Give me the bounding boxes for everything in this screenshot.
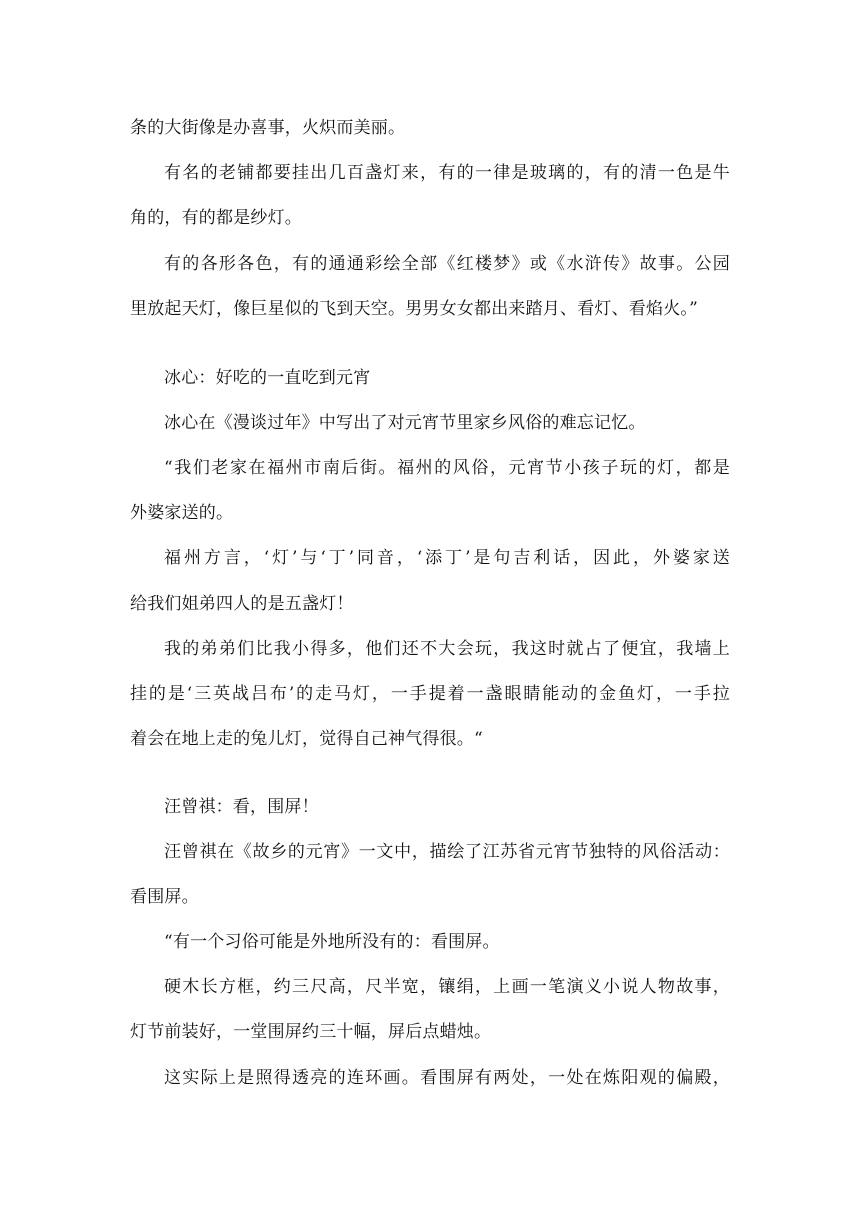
paragraph-line: 有的各形各色，有的通通彩绘全部《红楼梦》或《水浒传》故事。公园 [164,254,730,274]
paragraph-line: “我们老家在福州市南后街。福州的风俗，元宵节小孩子玩的灯，都是 [164,458,730,478]
paragraph-line: 灯节前装好，一堂围屏约三十幅，屏后点蜡烛。 [130,1022,492,1042]
paragraph-line: 条的大街像是办喜事，火炽而美丽。 [130,118,406,138]
paragraph-line: 给我们姐弟四人的是五盏灯！ [130,594,354,614]
section-heading: 汪曾祺：看，围屏！ [164,797,319,817]
paragraph-line: “有一个习俗可能是外地所没有的：看围屏。 [164,932,500,952]
paragraph-line: 角的，有的都是纱灯。 [130,208,302,228]
paragraph-line: 冰心在《漫谈过年》中写出了对元宵节里家乡风俗的难忘记忆。 [164,413,646,433]
paragraph-line: 外婆家送的。 [130,503,234,523]
paragraph-line: 我的弟弟们比我小得多，他们还不大会玩，我这时就占了便宜，我墙上 [164,639,730,659]
paragraph-line: 这实际上是照得透亮的连环画。看围屏有两处，一处在炼阳观的偏殿， [164,1068,730,1088]
paragraph-line: 着会在地上走的兔儿灯，觉得自己神气得很。“ [130,729,483,749]
paragraph-line: 有名的老铺都要挂出几百盏灯来，有的一律是玻璃的，有的清一色是牛 [164,163,730,183]
section-heading: 冰心：好吃的一直吃到元宵 [164,368,371,388]
paragraph-line: 福州方言，‘灯’与‘丁’同音，‘添丁’是句吉利话，因此，外婆家送 [164,548,730,568]
paragraph-line: 挂的是‘三英战吕布’的走马灯，一手提着一盏眼睛能动的金鱼灯，一手拉 [130,684,730,704]
paragraph-line: 看围屏。 [130,887,199,907]
paragraph-line: 汪曾祺在《故乡的元宵》一文中，描绘了江苏省元宵节独特的风俗活动： [164,842,730,862]
paragraph-line: 里放起天灯，像巨星似的飞到天空。男男女女都出来踏月、看灯、看焰火。” [130,299,698,319]
paragraph-line: 硬木长方框，约三尺高，尺半宽，镶绢，上画一笔演义小说人物故事， [164,977,730,997]
